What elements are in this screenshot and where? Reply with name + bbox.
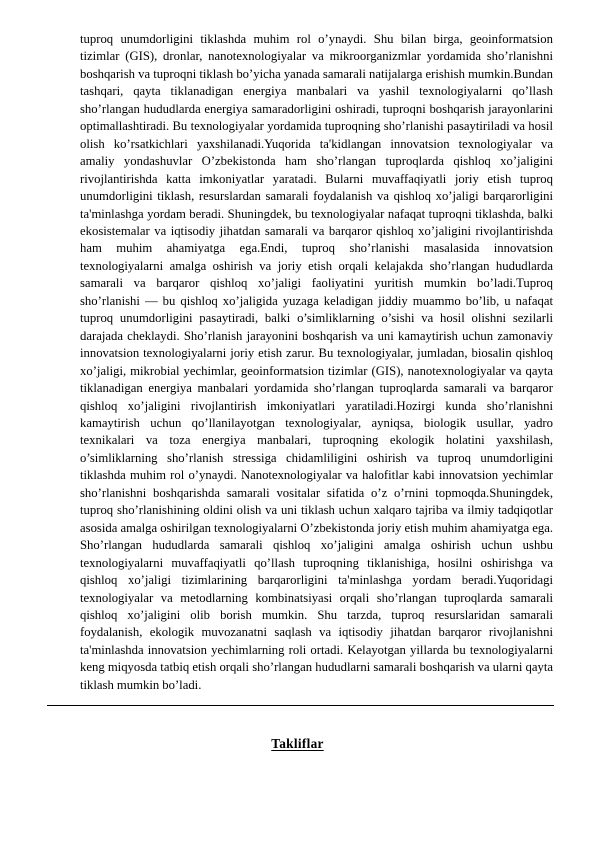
section-heading-takliflar: Takliflar: [271, 736, 324, 751]
horizontal-rule-divider: [47, 705, 554, 706]
body-paragraph: tuproq unumdorligini tiklashda muhim rol o’ynaydi. Shu bilan birga, geoinformatsion tizimlar (GIS), dronlar, nanotexnologiyalar va mikroorganizmlar yordamida sho’rlanishni boshqarish va tuproqni tiklash bo’yicha yanada samarali natijalarga erishish mumkin.Bundan tashqari, qayta tiklanadigan energiya manbalari va yashil texnologiyalarni qo’llash sho’rlangan hududlarda energiya samaradorligini oshiradi, tuproqni boshqarish jarayonlarini optimallashtiradi. Bu texnologiyalar yordamida tuproqning sho’rlanishi pasaytiriladi va hosil olish ko’rsatkichlari yaxshilanadi.Yuqorida ta'kidlangan innovatsion texnologiyalar va amaliy yondashuvlar O’zbekistonda ham sho’rlangan tuproqlarda qishloq xo’jaligini rivojlantirishda katta imkoniyatlar yaratadi. Bularni muvaffaqiyatli joriy etish tuproq unumdorligini tiklash, resurslardan samarali foydalanish va qishloq xo’jaligi barqarorligini ta'minlashga yordam beradi. Shuningdek, bu texnologiyalar nafaqat tuproqni tiklashda, balki ekosistemalar va iqtisodiy jihatdan samarali va barqaror qishloq xo’jaligini rivojlantirishda ham muhim ahamiyatga ega.Endi, tuproq sho’rlanishi masalasida innovatsion texnologiyalarni amalga oshirish va joriy etish orqali kelajakda sho’rlangan hududlarda samarali va barqaror qishloq xo’jaligi faoliyatini yuritish mumkin bo’ladi.Tuproq sho’rlanishi — bu qishloq xo’jaligida yuzaga keladigan jiddiy muammo bo’lib, u nafaqat tuproq unumdorligini pasaytiradi, balki o’simliklarning o’sishi va hosil olishni sezilarli darajada cheklaydi. Sho’rlanish jarayonini boshqarish va uni kamaytirish uchun zamonaviy innovatsion texnologiyalarni joriy etish zarur. Bu texnologiyalar, jumladan, biosalin qishloq xo’jaligi, mikrobial yechimlar, geoinformatsion tizimlar (GIS), nanotexnologiyalar va qayta tiklanadigan energiya manbalari yordamida sho’rlangan tuproqlarda samarali va barqaror qishloq xo’jaligini rivojlantirish imkoniyatlari yaratiladi.Hozirgi kunda sho’rlanishni kamaytirish uchun qo’llanilayotgan texnologiyalar, ayniqsa, biologik usullar, yadro texnikalari va toza energiya manbalari, tuproqning ekologik holatini yaxshilash, o’simliklarning sho’rlanish stressiga chidamliligini oshirish va tuproq unumdorligini tiklashda muhim rol o’ynaydi. Nanotexnologiyalar va halofitlar kabi innovatsion yechimlar sho’rlanishni boshqarishda samarali vositalar sifatida o’z o’rnini topmoqda.Shuningdek, tuproq sho’rlanishining oldini olish va uni tiklash uchun xalqaro tajriba va ilmiy tadqiqotlar asosida amalga oshirilgan texnologiyalarni O’zbekistonda joriy etish muhim ahamiyatga ega. Sho’rlangan hududlarda samarali qishloq xo’jaligini amalga oshirish uchun ushbu texnologiyalarni muvaffaqiyatli qo’llash tuproqning tiklanishiga, hosilni oshirishga va qishloq xo’jaligi tizimlarining barqarorligini ta'minlashga yordam beradi.Yuqoridagi texnologiyalar va metodlarning kombinatsiyasi orqali sho’rlangan tuproqlarda samarali qishloq xo’jaligini olib borish mumkin. Shu tarzda, tuproq resurslaridan samarali foydalanish, ekologik muvozanatni saqlash va iqtisodiy jihatdan barqaror rivojlanishni ta'minlashda innovatsion yechimlarning roli ortadi. Kelayotgan yillarda bu texnologiyalarni keng miqyosda tatbiq etish orqali sho’rlangan hududlarni samarali boshqarish va ularni qayta tiklash mumkin bo’ladi.: [80, 32, 553, 692]
